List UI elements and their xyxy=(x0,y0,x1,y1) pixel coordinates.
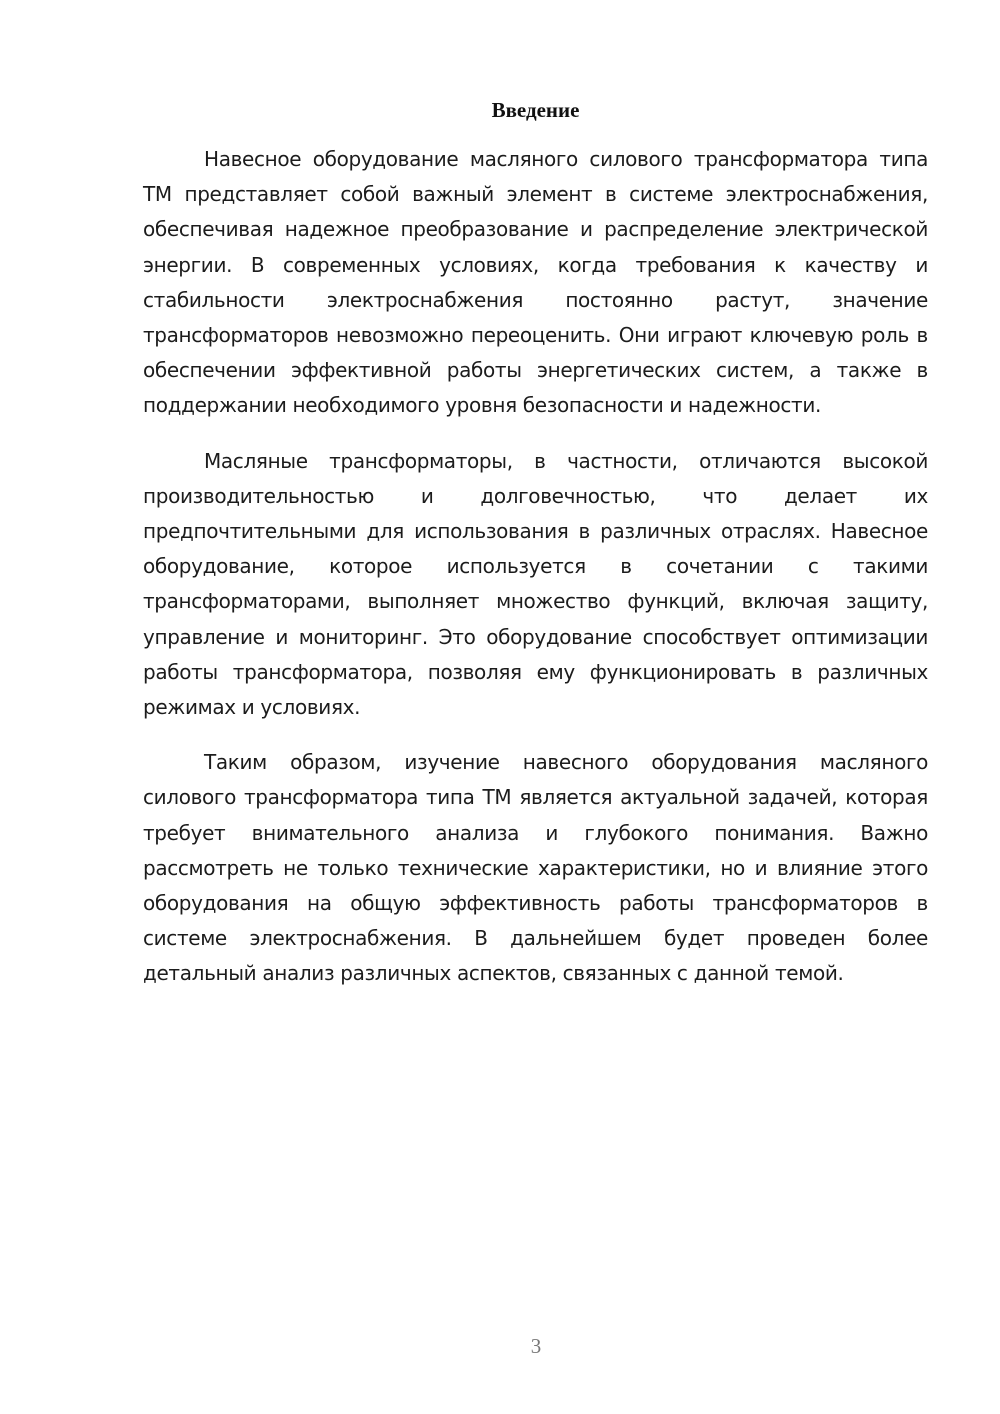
paragraph-1: Навесное оборудование масляного силового трансформатора типа ТМ представляет собой важный элемент в системе электроснабжения, обеспечивая надежное преобразование и распределение электрической энергии. В современных условиях, когда требования к качеству и стабильности электроснабжения постоянно растут, значение трансформаторов невозможно переоценить. Они играют ключевую роль в обеспечении эффективной работы энергетических систем, а также в поддержании необходимого уровня безопасности и надежности. xyxy=(143,147,928,418)
body-text xyxy=(143,142,928,1012)
paragraph-2: Масляные трансформаторы, в частности, отличаются высокой производительностью и долговечностью, что делает их предпочтительными для использования в различных отраслях. Навесное оборудование, которое используется в сочетании с такими трансформаторами, выполняет множество функций, включая защиту, управление и мониторинг. Это оборудование способствует оптимизации работы трансформатора, позволяя ему функционировать в различных режимах и условиях. xyxy=(143,448,928,720)
section-heading: Введение xyxy=(491,98,580,122)
page-number: 3 xyxy=(530,1334,542,1358)
paragraph-3: Таким образом, изучение навесного оборудования масляного силового трансформатора типа ТМ является актуальной задачей, которая требует внимательного анализа и глубокого понимания. Важно рассмотреть не только технические характеристики, но и влияние этого оборудования на общую эффективность работы трансформаторов в системе электроснабжения. В дальнейшем будет проведен более детальный анализ различных аспектов, связанных с данной темой. xyxy=(143,750,928,986)
